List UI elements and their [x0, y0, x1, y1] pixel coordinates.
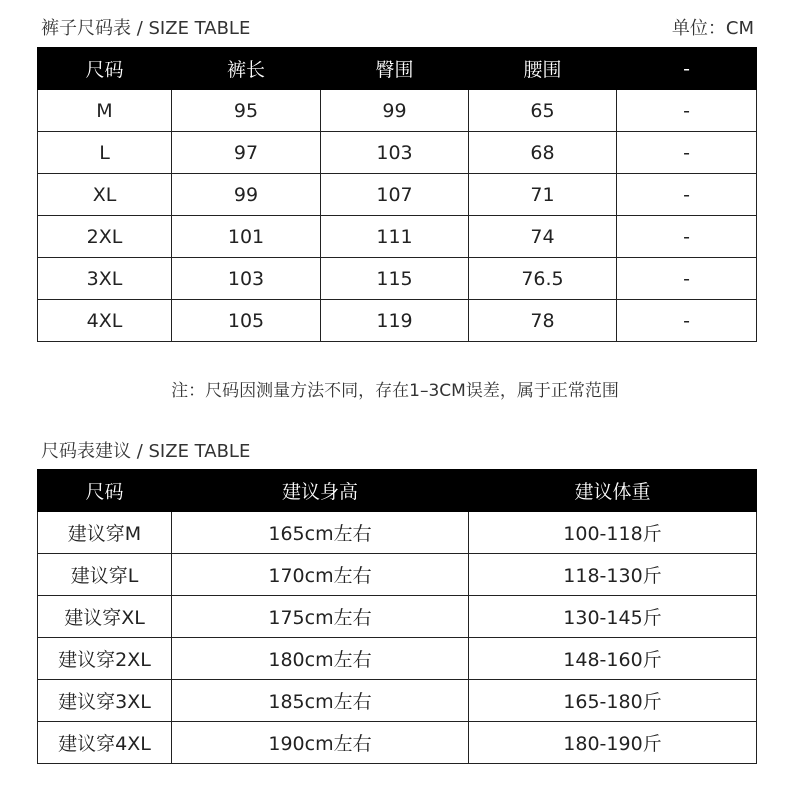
table-cell: 建议穿2XL [38, 638, 172, 680]
table-cell: 4XL [38, 300, 172, 342]
header-height: 建议身高 [172, 470, 469, 512]
table-cell: XL [38, 174, 172, 216]
table-cell: - [617, 90, 757, 132]
table-cell: 建议穿4XL [38, 722, 172, 764]
header-hip: 臀围 [321, 48, 469, 90]
table-cell: 建议穿XL [38, 596, 172, 638]
table-row [38, 300, 757, 342]
header-length: 裤长 [172, 48, 321, 90]
table-row [38, 174, 757, 216]
pants-size-table [37, 47, 757, 342]
table-cell: 180cm左右 [172, 638, 469, 680]
table-cell: M [38, 90, 172, 132]
table-row [38, 512, 757, 554]
table-row [38, 596, 757, 638]
table-cell: 118-130斤 [469, 554, 757, 596]
header-blank: - [617, 48, 757, 90]
table-cell: - [617, 216, 757, 258]
table-cell: 76.5 [469, 258, 617, 300]
table-cell: 建议穿M [38, 512, 172, 554]
table-cell: - [617, 300, 757, 342]
table-cell: 165-180斤 [469, 680, 757, 722]
table-cell: 103 [321, 132, 469, 174]
table-row [38, 132, 757, 174]
table-row [38, 90, 757, 132]
table-cell: 95 [172, 90, 321, 132]
table-cell: 180-190斤 [469, 722, 757, 764]
table-row [38, 722, 757, 764]
table-cell: 107 [321, 174, 469, 216]
table-cell: 170cm左右 [172, 554, 469, 596]
table-cell: 105 [172, 300, 321, 342]
header-weight: 建议体重 [469, 470, 757, 512]
header-size: 尺码 [38, 470, 172, 512]
table-header-row [38, 48, 757, 90]
table-cell: 68 [469, 132, 617, 174]
table-cell: 71 [469, 174, 617, 216]
table-cell: 建议穿3XL [38, 680, 172, 722]
size-recommendation-table [37, 469, 757, 764]
table-cell: 99 [172, 174, 321, 216]
table-cell: 190cm左右 [172, 722, 469, 764]
table-cell: 99 [321, 90, 469, 132]
table-header-row [38, 470, 757, 512]
table-cell: 100-118斤 [469, 512, 757, 554]
table-cell: 建议穿L [38, 554, 172, 596]
table-row [38, 680, 757, 722]
table-cell: 97 [172, 132, 321, 174]
table-cell: 175cm左右 [172, 596, 469, 638]
table-cell: 119 [321, 300, 469, 342]
table-row [38, 638, 757, 680]
table-cell: 2XL [38, 216, 172, 258]
measurement-note: 注：尺码因测量方法不同，存在1–3CM误差，属于正常范围 [171, 381, 619, 401]
table-cell: 115 [321, 258, 469, 300]
table-cell: 185cm左右 [172, 680, 469, 722]
table-cell: L [38, 132, 172, 174]
table-cell: 165cm左右 [172, 512, 469, 554]
table-cell: 3XL [38, 258, 172, 300]
table-cell: 103 [172, 258, 321, 300]
table-row [38, 216, 757, 258]
table-row [38, 258, 757, 300]
table-cell: 130-145斤 [469, 596, 757, 638]
table-cell: 78 [469, 300, 617, 342]
table-cell: 74 [469, 216, 617, 258]
recommendation-table-title: 尺码表建议 / SIZE TABLE [41, 441, 251, 462]
table-cell: - [617, 174, 757, 216]
size-table-title: 裤子尺码表 / SIZE TABLE [41, 18, 251, 39]
table-cell: - [617, 258, 757, 300]
table-cell: 65 [469, 90, 617, 132]
header-waist: 腰围 [469, 48, 617, 90]
table-cell: 111 [321, 216, 469, 258]
header-size: 尺码 [38, 48, 172, 90]
table-cell: 148-160斤 [469, 638, 757, 680]
table-cell: 101 [172, 216, 321, 258]
table-cell: - [617, 132, 757, 174]
unit-label: 单位：CM [671, 18, 754, 39]
table-row [38, 554, 757, 596]
